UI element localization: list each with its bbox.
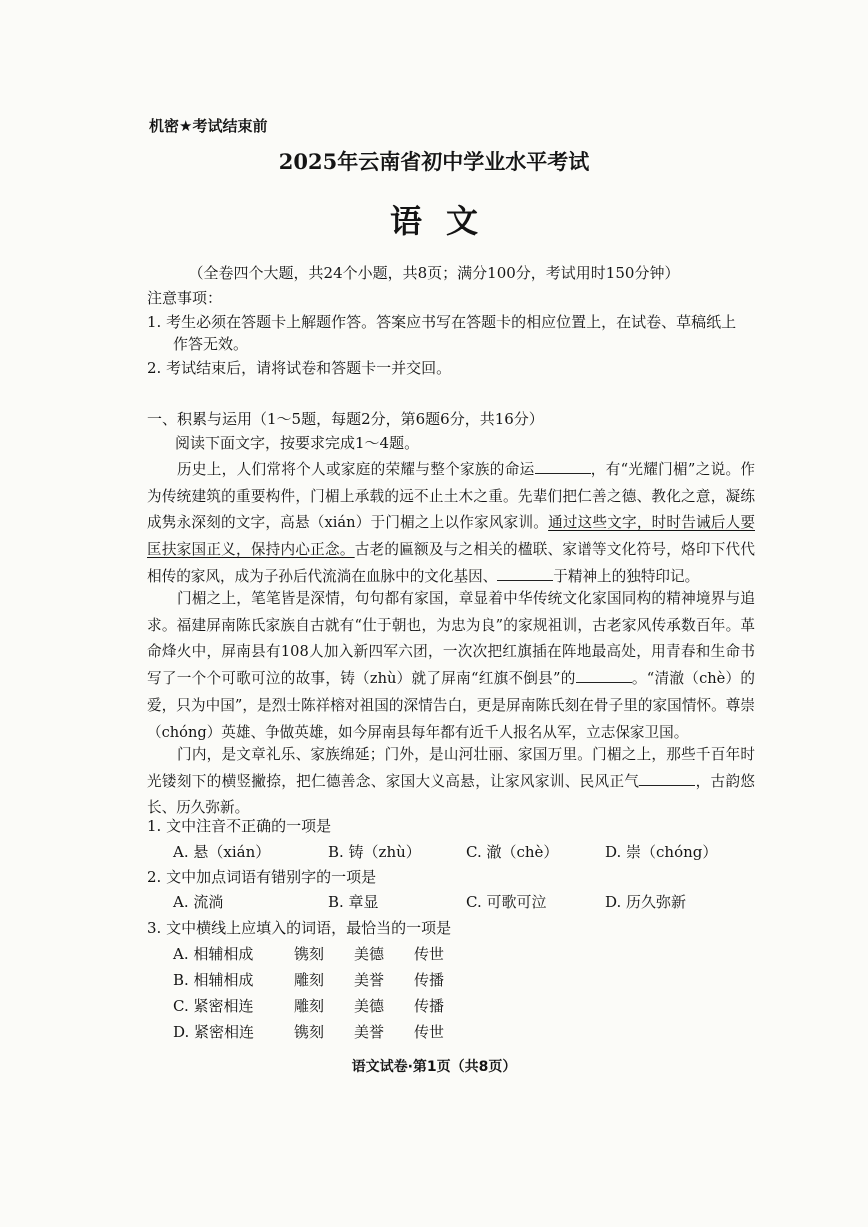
option-b[interactable]: B. 章显: [328, 893, 379, 911]
option-word: 美誉: [354, 971, 385, 989]
page-footer: 语文试卷·第1页（共8页）: [351, 1059, 517, 1075]
passage-text: 于精神上的独特印记。: [553, 567, 700, 585]
passage-text: 。“清澈（chè）的爱，只为中国”，是烈士陈祥榕对祖国的深情告白，更是屏南陈氏刻在骨子里的家国情怀。尊崇（chóng）英雄、争做英雄，如今屏南县每年都有近千人报名从军，立志保家卫国。: [147, 670, 755, 741]
notice-item-1: [147, 311, 757, 355]
option-word: 传世: [414, 945, 445, 963]
subject-title: 语文: [389, 202, 502, 240]
passage-paragraph-1: [147, 457, 755, 591]
passage-text: ，古韵悠长、历久弥新。: [147, 772, 755, 817]
option-word: 传播: [414, 971, 445, 989]
passage-paragraph-2: [147, 586, 755, 746]
confidential-label: 机密★考试结束前: [149, 117, 268, 135]
underlined-sentence: 通过这些文字，时时告诫后人要匡扶家国正义，保持内心正念。: [147, 514, 755, 559]
option-c[interactable]: C. 可歌可泣: [466, 893, 547, 911]
notice-item-1-line1: 1. 考生必须在答题卡上解题作答。答案应书写在答题卡的相应位置上，在试卷、草稿纸上: [147, 313, 737, 331]
question-2-stem: 2. 文中加点词语有错别字的一项是: [147, 868, 377, 886]
option-word: 美德: [354, 997, 385, 1015]
notices-heading: 注意事项：: [147, 289, 223, 307]
option-word: 雕刻: [294, 997, 325, 1015]
exam-note: （全卷四个大题，共24个小题，共8页；满分100分，考试用时150分钟）: [188, 264, 680, 282]
option-word: 雕刻: [294, 971, 325, 989]
option-d[interactable]: D. 历久弥新: [605, 893, 687, 911]
fill-blank: [576, 668, 632, 683]
option-label: A. 相辅相成: [173, 945, 254, 963]
option-d[interactable]: D. 崇（chóng）: [605, 843, 718, 861]
passage-text: 历史上，人们常将个人或家庭的荣耀与整个家族的命运: [177, 461, 535, 478]
option-word: 美德: [354, 945, 385, 963]
option-label: C. 紧密相连: [173, 997, 254, 1015]
passage-text: 门楣之上，笔笔皆是深情，句句都有家国，章显着中华传统文化家国同构的精神境界与追求。福建屏南陈氏家族自古就有“仕于朝也，为忠为良”的家规祖训，古老家风传承数百年。革命烽火中，屏南县有108人加入新四军六团，一次次把红旗插在阵地最高处，用青春和生命书写了一个个可歌可泣的故事，铸（zhù）就了屏南“红旗不倒县”的: [147, 590, 755, 688]
fill-blank: [535, 459, 591, 474]
passage-text: 门内，是文章礼乐、家族绵延；门外，是山河壮丽、家国万里。门楣之上，那些千百年时光镂刻下的横竖撇捺，把仁德善念、家国大义高悬，让家风家训、民风正气: [147, 746, 755, 790]
section-instruction: 阅读下面文字，按要求完成1～4题。: [175, 434, 420, 452]
option-c[interactable]: C. 澈（chè）: [466, 843, 559, 861]
fill-blank: [639, 771, 695, 786]
notice-item-2: 2. 考试结束后，请将试卷和答题卡一并交回。: [147, 359, 452, 377]
option-word: 美誉: [354, 1023, 385, 1041]
option-label: D. 紧密相连: [173, 1023, 255, 1041]
passage-text: 古老的匾额及与之相关的楹联、家谱等文化符号，烙印下代代相传的家风，成为子孙后代流淌在血脉中的文化基因、: [147, 541, 755, 585]
option-word: 镌刻: [294, 945, 325, 963]
option-a[interactable]: A. 流淌: [173, 893, 224, 911]
option-a[interactable]: A. 悬（xián）: [173, 843, 271, 861]
passage-text: ，有“光耀门楣”之说。作为传统建筑的重要构件，门楣上承载的远不止土木之重。先辈们把仁善之德、教化之意，凝练成隽永深刻的文字，高悬（xián）于门楣之上以作家风家训。: [147, 461, 755, 532]
option-word: 传播: [414, 997, 445, 1015]
option-word: 镌刻: [294, 1023, 325, 1041]
passage-paragraph-3: [147, 742, 755, 822]
question-3-stem: 3. 文中横线上应填入的词语，最恰当的一项是: [147, 919, 452, 937]
exam-title: 2025年云南省初中学业水平考试: [278, 149, 590, 174]
question-1-stem: 1. 文中注音不正确的一项是: [147, 817, 332, 835]
option-b[interactable]: B. 铸（zhù）: [328, 843, 421, 861]
fill-blank: [497, 566, 553, 581]
option-word: 传世: [414, 1023, 445, 1041]
option-label: B. 相辅相成: [173, 971, 254, 989]
section-heading: 一、积累与运用（1～5题，每题2分，第6题6分，共16分）: [147, 410, 544, 428]
notice-item-1-line2: 作答无效。: [173, 335, 249, 353]
